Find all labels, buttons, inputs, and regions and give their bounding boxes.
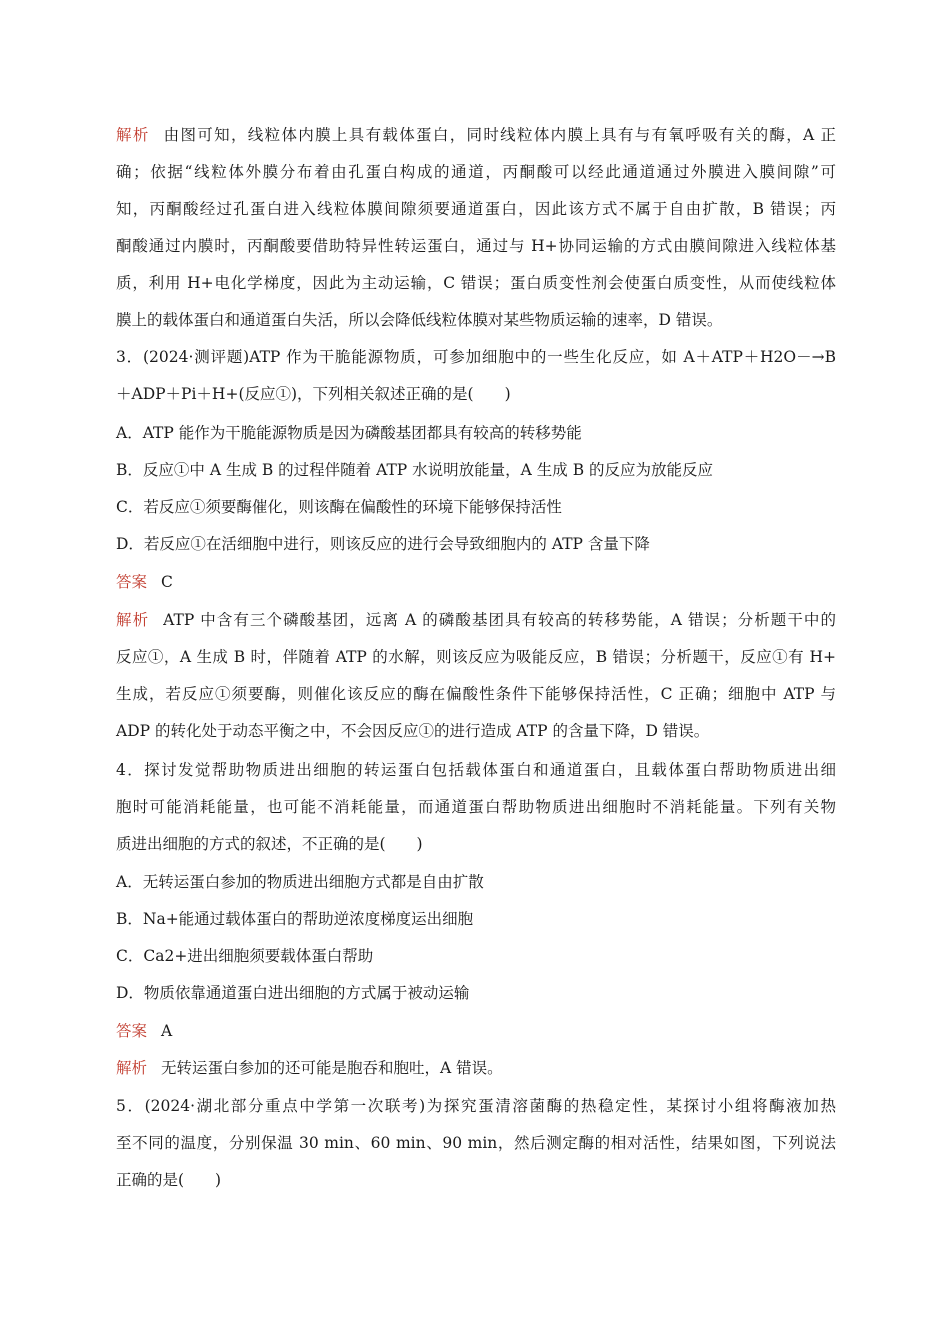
q2-analysis-line-3: 知，丙酮酸经过孔蛋白进入线粒体膜间隙须要通道蛋白，因此该方式不属于自由扩散，B 错误；丙 xyxy=(116,200,836,218)
q5-stem-line-3: 正确的是( ) xyxy=(116,1171,222,1189)
q2-analysis-line-1: 解析 由图可知，线粒体内膜上具有载体蛋白，同时线粒体内膜上具有与有氧呼吸有关的酶，A 正 xyxy=(116,126,836,144)
q4-option-a: A．无转运蛋白参加的物质进出细胞方式都是自由扩散 xyxy=(116,873,484,891)
q3-analysis-line-3: 生成，若反应①须要酶，则催化该反应的酶在偏酸性条件下能够保持活性，C 正确；细胞中 ATP 与 xyxy=(116,685,836,703)
analysis-tag: 解析 xyxy=(116,126,150,144)
q3-option-d: D．若反应①在活细胞中进行，则该反应的进行会导致细胞内的 ATP 含量下降 xyxy=(116,535,650,553)
q3-option-a: A．ATP 能作为干脆能源物质是因为磷酸基团都具有较高的转移势能 xyxy=(116,424,582,442)
q3-stem-line-1: 3．(2024·测评题)ATP 作为干脆能源物质，可参加细胞中的一些生化反应，如 A＋ATP＋H2O－→B xyxy=(116,348,836,366)
q3-answer xyxy=(116,571,836,593)
answer-value: C xyxy=(161,573,173,591)
q2-analysis-line-5: 质，利用 H+电化学梯度，因此为主动运输，C 错误；蛋白质变性剂会使蛋白质变性，从而使线粒体 xyxy=(116,274,836,292)
q4-stem-line-2: 胞时可能消耗能量，也可能不消耗能量，而通道蛋白帮助物质进出细胞时不消耗能量。下列有关物 xyxy=(116,798,836,816)
q4-option-b: B．Na+能通过载体蛋白的帮助逆浓度梯度运出细胞 xyxy=(116,910,474,928)
q2-analysis-line-4: 酮酸通过内膜时，丙酮酸要借助特异性转运蛋白，通过与 H+协同运输的方式由膜间隙进入线粒体基 xyxy=(116,237,836,255)
q3-analysis-line-4: ADP 的转化处于动态平衡之中，不会因反应①的进行造成 ATP 的含量下降，D 错误。 xyxy=(116,722,710,740)
q3-option-c: C．若反应①须要酶催化，则该酶在偏酸性的环境下能够保持活性 xyxy=(116,498,562,516)
q2-analysis-line-2: 确；依据“线粒体外膜分布着由孔蛋白构成的通道，丙酮酸可以经此通道通过外膜进入膜间隙”可 xyxy=(116,163,836,181)
q3-stem-line-2: ＋ADP＋Pi＋H+(反应①)，下列相关叙述正确的是( ) xyxy=(116,385,511,403)
answer-tag: 答案 xyxy=(116,573,148,591)
q4-stem-line-3: 质进出细胞的方式的叙述，不正确的是( ) xyxy=(116,835,423,853)
q4-option-d: D．物质依靠通道蛋白进出细胞的方式属于被动运输 xyxy=(116,984,470,1002)
q3-analysis-line-2: 反应①，A 生成 B 时，伴随着 ATP 的水解，则该反应为吸能反应，B 错误；分析题干，反应①有 H+ xyxy=(116,648,836,666)
q4-answer xyxy=(116,1020,836,1042)
q3-option-b: B．反应①中 A 生成 B 的过程伴随着 ATP 水说明放能量，A 生成 B 的反应为放能反应 xyxy=(116,461,714,479)
q5-stem-line-1: 5．(2024·湖北部分重点中学第一次联考)为探究蛋清溶菌酶的热稳定性，某探讨小组将酶液加热 xyxy=(116,1097,836,1115)
answer-tag: 答案 xyxy=(116,1022,148,1040)
q4-analysis: 解析 无转运蛋白参加的还可能是胞吞和胞吐，A 错误。 xyxy=(116,1059,503,1077)
analysis-tag: 解析 xyxy=(116,611,150,629)
q3-analysis-line-1: 解析 ATP 中含有三个磷酸基团，远离 A 的磷酸基团具有较高的转移势能，A 错误；分析题干中的 xyxy=(116,611,836,629)
q5-stem-line-2: 至不同的温度，分别保温 30 min、60 min、90 min，然后测定酶的相对活性，结果如图，下列说法 xyxy=(116,1134,836,1152)
q4-option-c: C．Ca2+进出细胞须要载体蛋白帮助 xyxy=(116,947,374,965)
q4-stem-line-1: 4．探讨发觉帮助物质进出细胞的转运蛋白包括载体蛋白和通道蛋白，且载体蛋白帮助物质进出细 xyxy=(116,761,836,779)
answer-value: A xyxy=(161,1022,173,1040)
analysis-tag: 解析 xyxy=(116,1059,148,1077)
q2-analysis-line-6: 膜上的载体蛋白和通道蛋白失活，所以会降低线粒体膜对某些物质运输的速率，D 错误。 xyxy=(116,311,723,329)
